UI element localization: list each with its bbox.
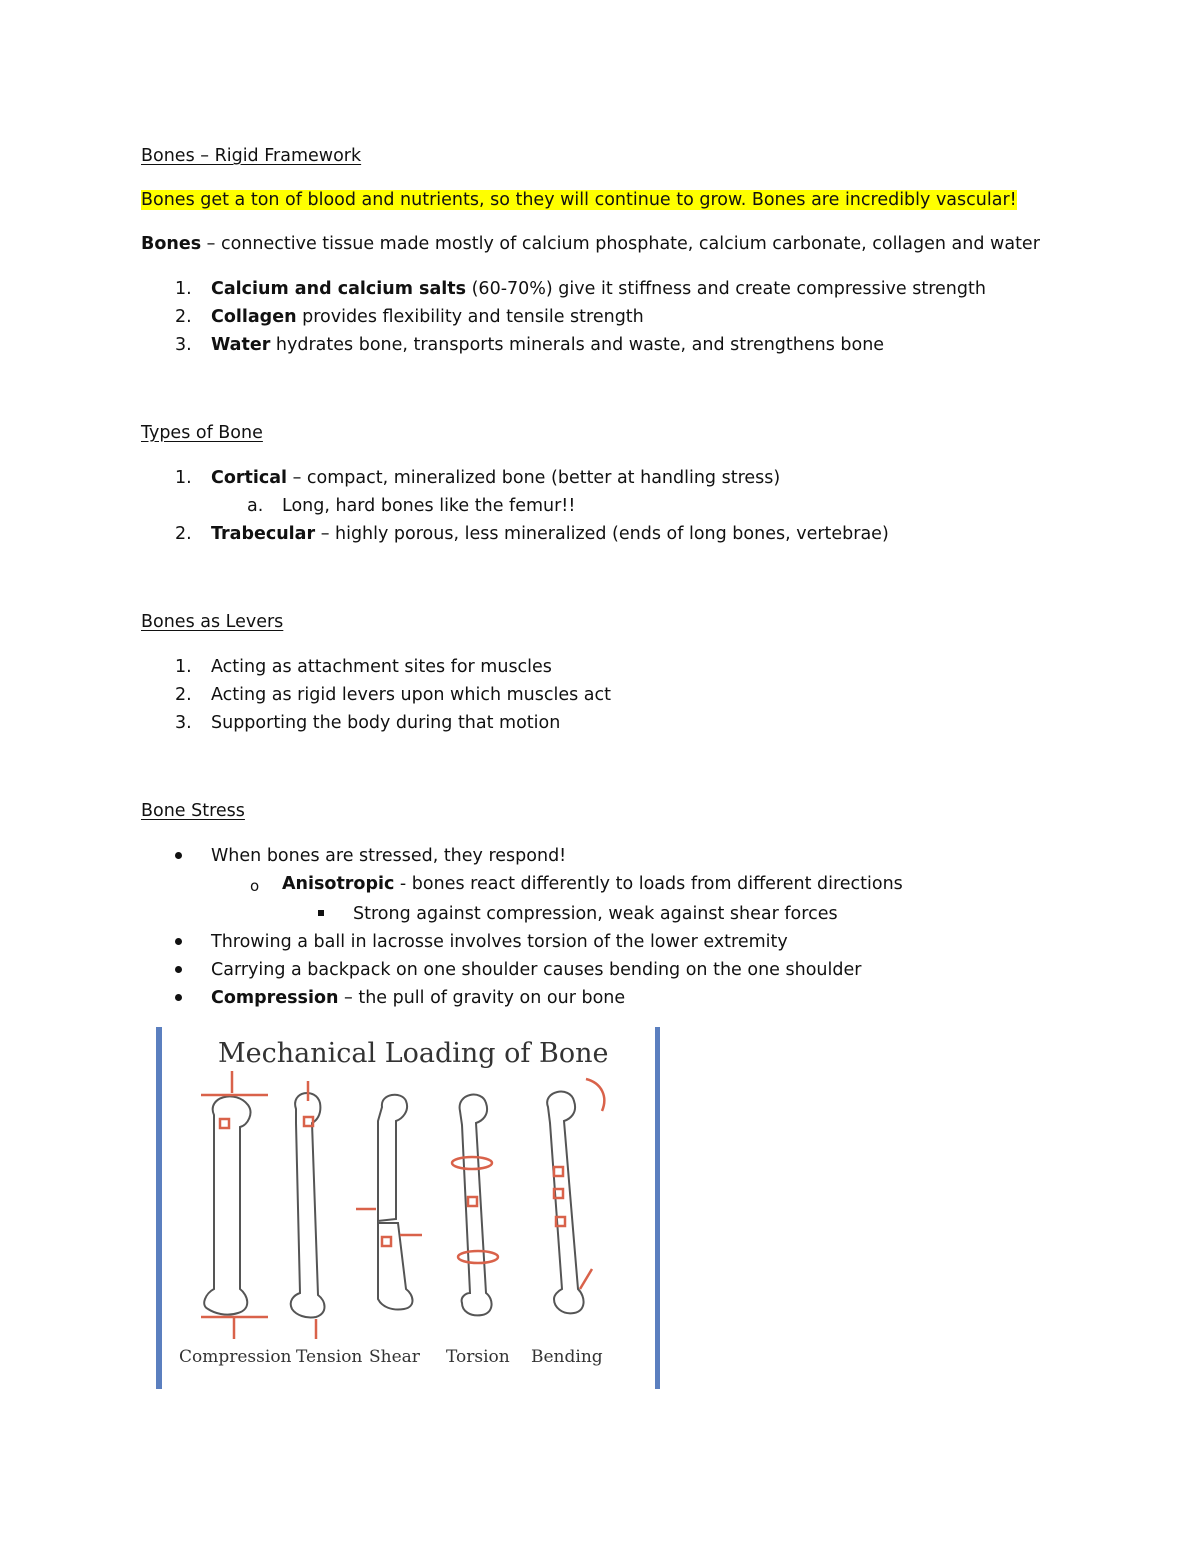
item-term: Water bbox=[211, 335, 271, 355]
bullet-item bbox=[211, 987, 625, 1009]
list-number: 2. bbox=[175, 524, 192, 544]
figure-title: Mechanical Loading of Bone bbox=[218, 1038, 609, 1069]
item-term: Anisotropic bbox=[282, 874, 395, 894]
highlighted-note bbox=[141, 189, 1017, 211]
item-text: hydrates bone, transports minerals and waste, and strengthens bone bbox=[270, 335, 885, 355]
heading-bone-stress: Bone Stress bbox=[141, 801, 245, 821]
heading-rigid-framework: Bones – Rigid Framework bbox=[141, 146, 362, 166]
list-number: 1. bbox=[175, 279, 192, 299]
label-bending: Bending bbox=[531, 1347, 603, 1367]
list-number: 1. bbox=[175, 657, 192, 677]
list-item bbox=[211, 467, 780, 489]
list-item: Acting as attachment sites for muscles bbox=[211, 657, 552, 677]
sub-bullet-item bbox=[282, 873, 903, 895]
sub-sub-bullet-item: Strong against compression, weak against shear forces bbox=[353, 904, 838, 924]
list-number: 3. bbox=[175, 713, 192, 733]
label-torsion: Torsion bbox=[446, 1347, 510, 1367]
item-term: Calcium and calcium salts bbox=[211, 279, 467, 299]
item-text: provides flexibility and tensile strength bbox=[296, 307, 644, 327]
mechanical-loading-figure bbox=[156, 1027, 662, 1389]
item-term: Collagen bbox=[211, 307, 297, 327]
list-number: 1. bbox=[175, 468, 192, 488]
heading-types-of-bone: Types of Bone bbox=[141, 423, 263, 443]
label-compression: Compression bbox=[179, 1347, 292, 1367]
bullet-item: Throwing a ball in lacrosse involves torsion of the lower extremity bbox=[211, 932, 788, 952]
list-number: 2. bbox=[175, 307, 192, 327]
label-tension: Tension bbox=[296, 1347, 363, 1367]
item-term: Compression bbox=[211, 988, 339, 1008]
item-text: – highly porous, less mineralized (ends of long bones, vertebrae) bbox=[315, 524, 889, 544]
item-text: (60-70%) give it stiffness and create compressive strength bbox=[466, 279, 986, 299]
sub-bullet-marker: o bbox=[250, 877, 260, 895]
list-subitem: Long, hard bones like the femur!! bbox=[282, 496, 576, 516]
list-item: Acting as rigid levers upon which muscles act bbox=[211, 685, 611, 705]
heading-bones-as-levers: Bones as Levers bbox=[141, 612, 284, 632]
figure-frame-right bbox=[655, 1027, 660, 1389]
bullet-item: Carrying a backpack on one shoulder causes bending on the one shoulder bbox=[211, 960, 862, 980]
bullet-icon bbox=[175, 852, 182, 859]
list-item bbox=[211, 306, 644, 328]
list-number: 2. bbox=[175, 685, 192, 705]
bullet-icon bbox=[175, 994, 182, 1001]
bullet-item: When bones are stressed, they respond! bbox=[211, 846, 567, 866]
list-item bbox=[211, 523, 889, 545]
item-term: Cortical bbox=[211, 468, 288, 488]
square-bullet-icon bbox=[318, 910, 324, 916]
list-item: Supporting the body during that motion bbox=[211, 713, 561, 733]
definition-text: – connective tissue made mostly of calcium phosphate, calcium carbonate, collagen and water bbox=[201, 234, 1040, 254]
bullet-icon bbox=[175, 938, 182, 945]
item-term: Trabecular bbox=[211, 524, 316, 544]
item-text: – compact, mineralized bone (better at handling stress) bbox=[287, 468, 781, 488]
bullet-icon bbox=[175, 966, 182, 973]
list-item bbox=[211, 278, 986, 300]
bones-definition bbox=[141, 233, 1040, 255]
figure-frame-left bbox=[156, 1027, 162, 1389]
item-text: – the pull of gravity on our bone bbox=[338, 988, 626, 1008]
list-number: 3. bbox=[175, 335, 192, 355]
item-text: - bones react differently to loads from different directions bbox=[394, 874, 903, 894]
definition-term: Bones bbox=[141, 234, 202, 254]
figure-labels bbox=[179, 1347, 603, 1367]
label-shear: Shear bbox=[369, 1347, 420, 1367]
list-letter: a. bbox=[247, 496, 264, 516]
list-item bbox=[211, 334, 884, 356]
highlight-text: Bones get a ton of blood and nutrients, so they will continue to grow. Bones are incredibly vascular! bbox=[141, 190, 1017, 210]
